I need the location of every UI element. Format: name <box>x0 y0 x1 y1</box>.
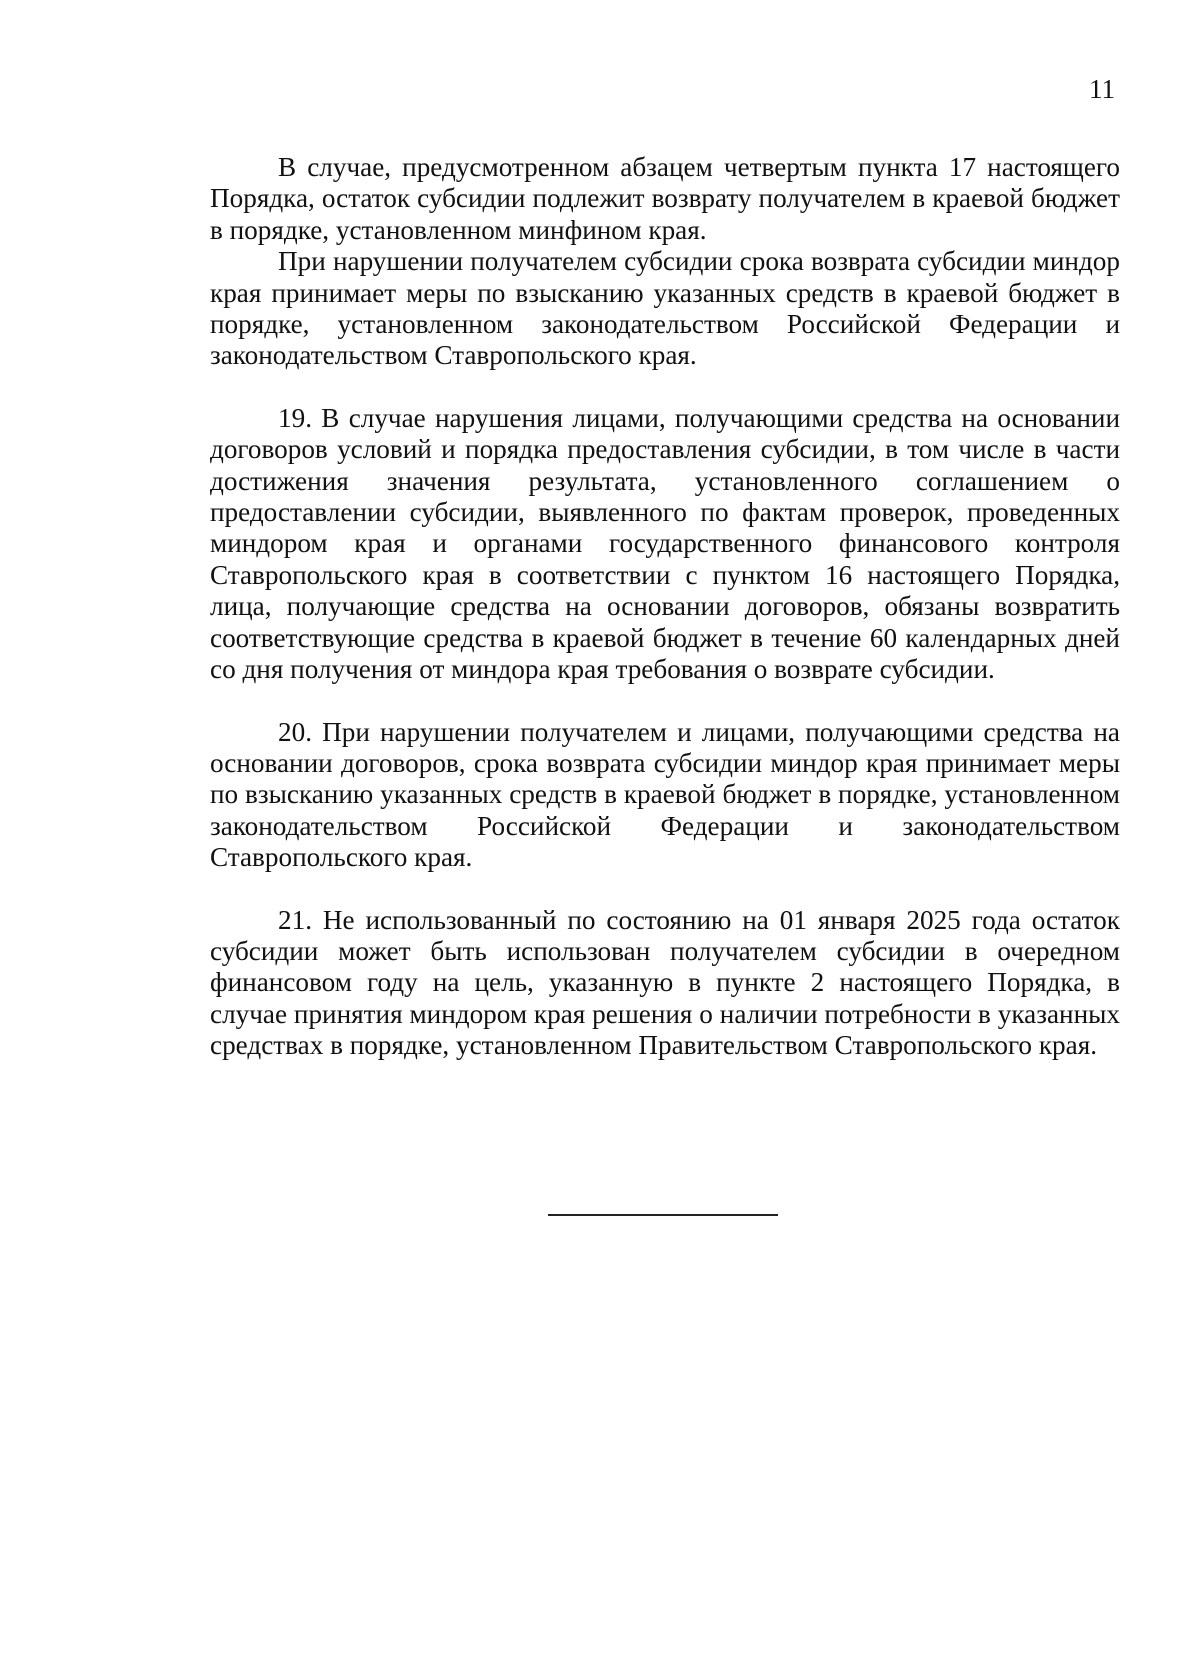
document-body <box>210 152 1120 1062</box>
paragraph-item-21: 21. Не использованный по состоянию на 01 января 2025 года остаток субсидии может быть использован получателем субсидии в очередном финансовом году на цель, указанную в пункте 2 настоящего Порядка, в случае принятия миндором края решения о наличии потребности в указанных средствах в порядке, установленном Правительством Ставропольского края. <box>210 904 1120 1061</box>
paragraph-return-remainder: В случае, предусмотренном абзацем четвертым пункта 17 настоящего Порядка, остаток субсидии подлежит возврату получателем в краевой бюджет в порядке, установленном минфином края. <box>210 152 1120 245</box>
paragraph-violation-deadline: При нарушении получателем субсидии срока возврата субсидии миндор края принимает меры по взысканию указанных средств в краевой бюджет в порядке, установленном законодательством Российской Федерации и законодательством Ставропольского края. <box>210 246 1120 371</box>
end-of-document-rule <box>548 1214 778 1216</box>
paragraph-item-20: 20. При нарушении получателем и лицами, получающими средства на основании договоров, срока возврата субсидии миндор края принимает меры по взысканию указанных средств в краевой бюджет в порядке, установленном законодательством Российской Федерации и законодательством Ставропольского края. <box>210 716 1120 873</box>
paragraph-item-19: 19. В случае нарушения лицами, получающими средства на основании договоров условий и порядка предоставления субсидии, в том числе в части достижения значения результата, установленного соглашением о предоставлении субсидии, выявленного по фактам проверок, проведенных миндором края и органами государственного финансового контроля Ставропольского края в соответствии с пунктом 16 настоящего Порядка, лица, получающие средства на основании договоров, обязаны возвратить соответствующие средства в краевой бюджет в течение 60 календарных дней со дня получения от миндора края требования о возврате субсидии. <box>210 402 1120 685</box>
page-number: 11 <box>1089 74 1115 104</box>
